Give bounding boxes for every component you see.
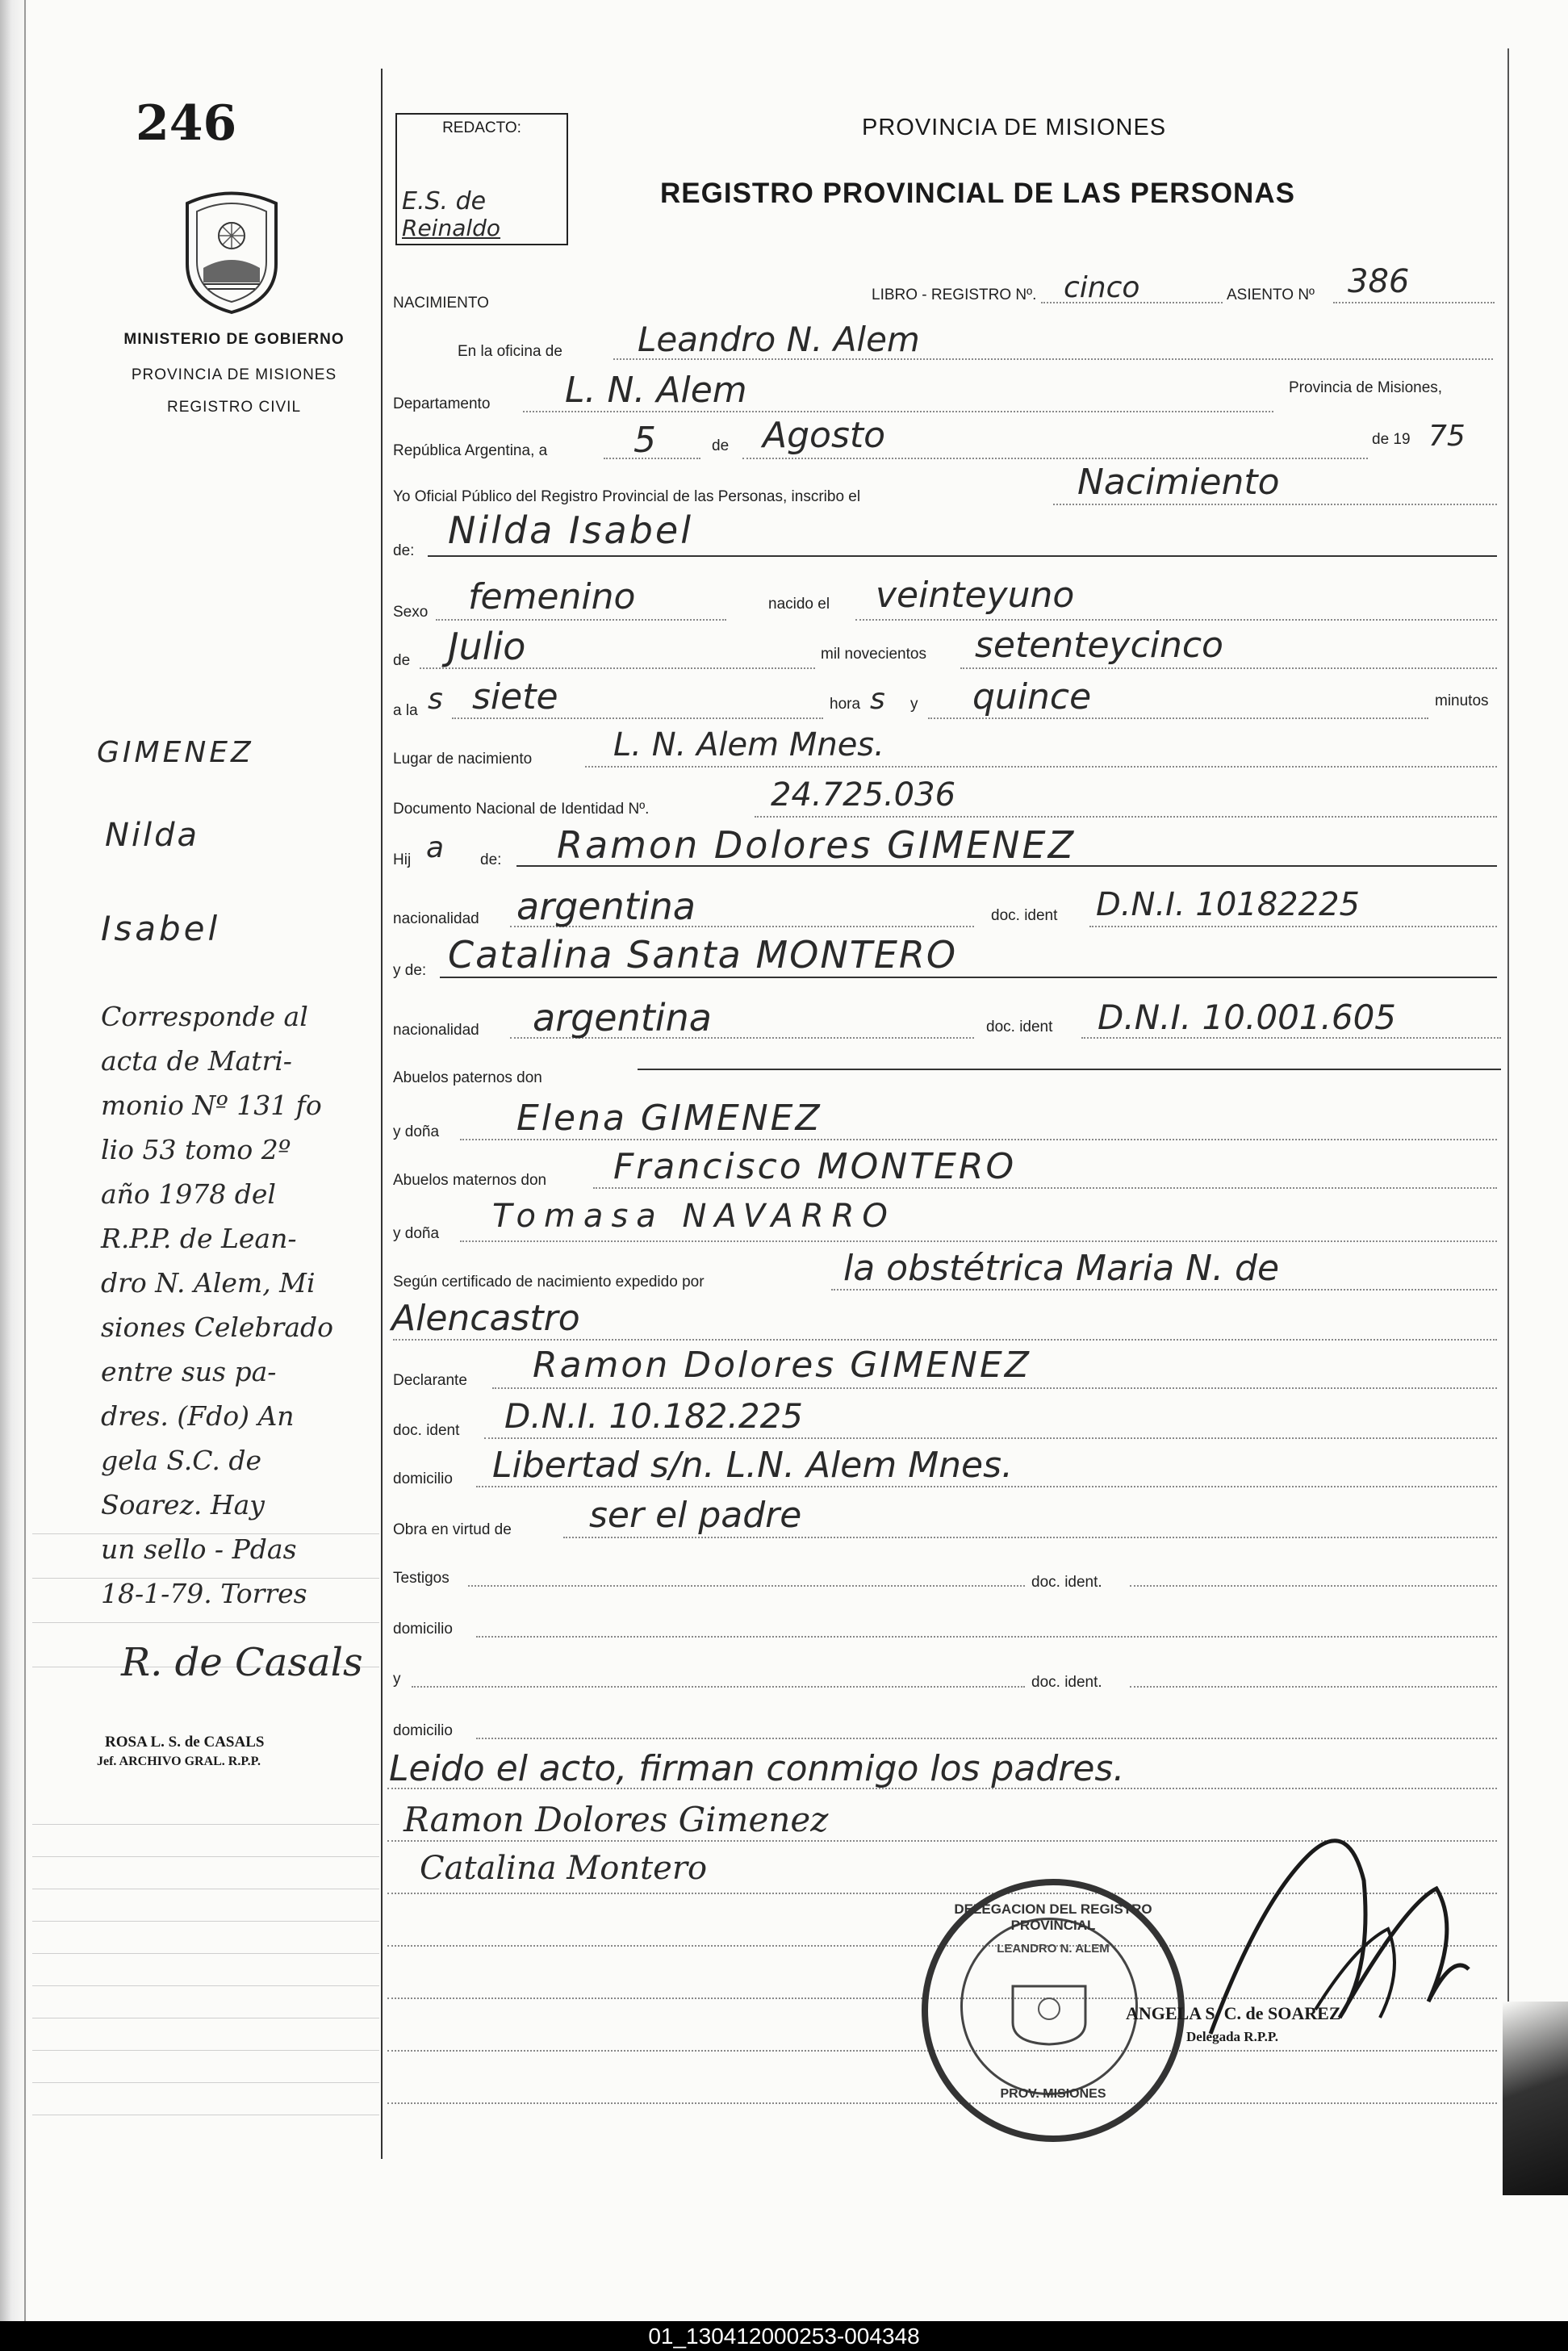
- margin-note-line: entre sus pa-: [101, 1356, 277, 1387]
- paternal-dona-value: Elena GIMENEZ: [516, 1098, 822, 1139]
- doc-ident-3-value: D.N.I. 10.182.225: [504, 1396, 804, 1436]
- official-signature: [1194, 1808, 1485, 2074]
- hijo-suffix: a: [426, 831, 445, 864]
- name-value: Nilda Isabel: [448, 508, 693, 552]
- libro-value: cinco: [1064, 271, 1140, 304]
- nacido-label: nacido el: [768, 596, 830, 613]
- sexo-label: Sexo: [393, 604, 429, 621]
- closing-statement: Leido el acto, firman conmigo los padres.: [389, 1748, 1125, 1789]
- year-prefix: de 19: [1372, 431, 1411, 448]
- domicilio-2-label: domicilio: [393, 1621, 453, 1638]
- margin-stamp-line-1: ROSA L. S. de CASALS: [105, 1734, 265, 1751]
- domicilio-1-label: domicilio: [393, 1470, 453, 1487]
- asiento-value: 386: [1348, 263, 1410, 300]
- ministry-province: PROVINCIA DE MISIONES: [131, 366, 337, 383]
- margin-note-line: lio 53 tomo 2º: [101, 1134, 291, 1165]
- page-curl: [1503, 2002, 1568, 2195]
- margin-note-line: un sello - Pdas: [101, 1533, 297, 1565]
- seal-bottom-text: PROV. MISIONES: [1000, 2087, 1106, 2101]
- doc-ident-2-value: D.N.I. 10.001.605: [1098, 998, 1397, 1037]
- seal-inner-text: LEANDRO N. ALEM: [997, 1942, 1110, 1956]
- record-type-label: NACIMIENTO: [393, 295, 489, 312]
- birth-month-value: Julio: [448, 625, 526, 668]
- libro-label: LIBRO - REGISTRO Nº.: [872, 287, 1037, 303]
- provincia-de-misiones-coat-of-arms-icon: [179, 187, 284, 316]
- horas-suffix: s: [870, 683, 885, 716]
- segun-label: Según certificado de nacimiento expedido por: [393, 1274, 705, 1291]
- lugar-label: Lugar de nacimiento: [393, 751, 533, 768]
- margin-note-line: siones Celebrado: [101, 1311, 333, 1343]
- inscribo-value: Nacimiento: [1077, 462, 1280, 503]
- maternal-dona-value: Tomasa NAVARRO: [492, 1198, 896, 1235]
- mil-value: setenteycinco: [975, 625, 1223, 666]
- hijo-de-label: de:: [480, 851, 502, 868]
- doc-ident-1-value: D.N.I. 10182225: [1096, 886, 1360, 923]
- dni-label: Documento Nacional de Identidad Nº.: [393, 801, 650, 818]
- oficina-label: En la oficina de: [458, 343, 562, 360]
- alas-suffix: s: [428, 683, 443, 716]
- provincia-suffix: Provincia de Misiones,: [1289, 379, 1443, 396]
- binding-line: [24, 0, 26, 2351]
- lugar-value: L. N. Alem Mnes.: [613, 726, 884, 763]
- nacionalidad-1-label: nacionalidad: [393, 910, 479, 927]
- abuelos-paternos-label: Abuelos paternos don: [393, 1069, 542, 1086]
- declarante-label: Declarante: [393, 1372, 467, 1389]
- nacionalidad-2-label: nacionalidad: [393, 1022, 479, 1039]
- margin-name-2: Isabel: [101, 909, 221, 948]
- redacto-value-line1: E.S. de: [402, 187, 487, 215]
- declarante-value: Ramon Dolores GIMENEZ: [533, 1345, 1031, 1386]
- hijo-label: Hij: [393, 851, 412, 868]
- abuelos-maternos-label: Abuelos maternos don: [393, 1172, 547, 1189]
- segun-value-2: Alencastro: [391, 1298, 580, 1339]
- alas-label: a la: [393, 702, 418, 719]
- de-label: de: [712, 437, 730, 454]
- day-value: 5: [633, 420, 656, 461]
- ministry-name: MINISTERIO DE GOBIERNO: [123, 331, 345, 348]
- departamento-label: Departamento: [393, 395, 491, 412]
- mother-yde-label: y de:: [393, 962, 427, 979]
- republica-label: República Argentina, a: [393, 442, 548, 459]
- obra-label: Obra en virtud de: [393, 1521, 512, 1538]
- mil-label: mil novecientos: [821, 646, 926, 663]
- margin-note-line: acta de Matri-: [101, 1045, 292, 1077]
- margin-note-line: 18-1-79. Torres: [101, 1578, 307, 1609]
- ministry-registry: REGISTRO CIVIL: [166, 399, 302, 416]
- margin-rule: [381, 69, 383, 2159]
- folio-number: 246: [136, 95, 237, 152]
- margin-note-line: Corresponde al: [101, 1001, 308, 1032]
- redacto-box: [395, 113, 568, 245]
- seal-emblem-icon: [1005, 1978, 1093, 2047]
- domicilio-3-label: domicilio: [393, 1722, 453, 1739]
- margin-note-line: dres. (Fdo) An: [101, 1400, 295, 1432]
- signature-father: Ramon Dolores Gimenez: [403, 1800, 829, 1839]
- month-value: Agosto: [763, 415, 886, 456]
- header-province: PROVINCIA DE MISIONES: [862, 115, 1167, 140]
- domicilio-1-value: Libertad s/n. L.N. Alem Mnes.: [492, 1445, 1014, 1486]
- margin-stamp-line-2: Jef. ARCHIVO GRAL. R.P.P.: [97, 1755, 261, 1768]
- margin-note-line: dro N. Alem, Mi: [101, 1267, 316, 1299]
- hour-value: siete: [472, 676, 558, 717]
- obra-value: ser el padre: [589, 1495, 802, 1536]
- page-right-edge: [1507, 48, 1509, 2002]
- margin-note-line: monio Nº 131 fo: [101, 1090, 322, 1121]
- margin-note-line: R.P.P. de Lean-: [101, 1223, 297, 1254]
- nacido-value: veinteyuno: [876, 575, 1075, 616]
- inscribo-label: Yo Oficial Público del Registro Provincial de las Personas, inscribo el: [393, 488, 861, 505]
- margin-signature: R. de Casals: [121, 1640, 363, 1685]
- nacionalidad-2-value: argentina: [533, 996, 712, 1040]
- official-name-stamp: ANGELA S. C. de SOAREZ: [1126, 2003, 1341, 2023]
- year-value: 75: [1428, 420, 1466, 453]
- asiento-label: ASIENTO Nº: [1227, 287, 1315, 303]
- doc-ident-3-label: doc. ident: [393, 1422, 460, 1439]
- signature-mother: Catalina Montero: [420, 1850, 708, 1887]
- segun-value: la obstétrica Maria N. de: [843, 1248, 1280, 1289]
- oficina-value: Leandro N. Alem: [638, 320, 920, 359]
- redacto-label: REDACTO:: [442, 119, 521, 136]
- margin-surname: GIMENEZ: [97, 736, 254, 769]
- margin-note-line: gela S.C. de: [101, 1445, 261, 1476]
- redacto-value-line2: Reinaldo: [402, 215, 501, 241]
- minutes-value: quince: [972, 676, 1092, 717]
- witness-y-label: y: [393, 1671, 401, 1688]
- margin-note-line: Soarez. Hay: [101, 1489, 265, 1521]
- birth-month-de-label: de: [393, 652, 411, 669]
- name-de-label: de:: [393, 542, 415, 559]
- header-title: REGISTRO PROVINCIAL DE LAS PERSONAS: [660, 178, 1295, 209]
- dni-value: 24.725.036: [771, 776, 956, 814]
- minutos-label: minutos: [1435, 692, 1489, 709]
- mother-value: Catalina Santa MONTERO: [448, 933, 958, 977]
- paternal-dona-label: y doña: [393, 1123, 440, 1140]
- maternal-dona-label: y doña: [393, 1225, 440, 1242]
- abuelos-maternos-value: Francisco MONTERO: [613, 1146, 1017, 1187]
- margin-note-line: año 1978 del: [101, 1178, 276, 1210]
- doc-ident-5-label: doc. ident.: [1031, 1674, 1102, 1691]
- sexo-value: femenino: [468, 576, 636, 617]
- doc-ident-1-label: doc. ident: [991, 907, 1058, 924]
- seal-ring-text: DELEGACION DEL REGISTRO PROVINCIAL: [954, 1901, 1152, 1933]
- footer-id: 01_130412000253-004348: [0, 2321, 1568, 2351]
- horas-label: hora: [830, 696, 861, 713]
- doc-ident-4-label: doc. ident.: [1031, 1574, 1102, 1591]
- testigos-label: Testigos: [393, 1570, 449, 1587]
- official-title-stamp: Delegada R.P.P.: [1186, 2029, 1278, 2044]
- father-value: Ramon Dolores GIMENEZ: [557, 823, 1077, 867]
- nacionalidad-1-value: argentina: [516, 885, 696, 928]
- margin-name-1: Nilda: [105, 817, 200, 854]
- y-label: y: [910, 696, 918, 713]
- doc-ident-2-label: doc. ident: [986, 1019, 1053, 1035]
- departamento-value: L. N. Alem: [565, 370, 747, 411]
